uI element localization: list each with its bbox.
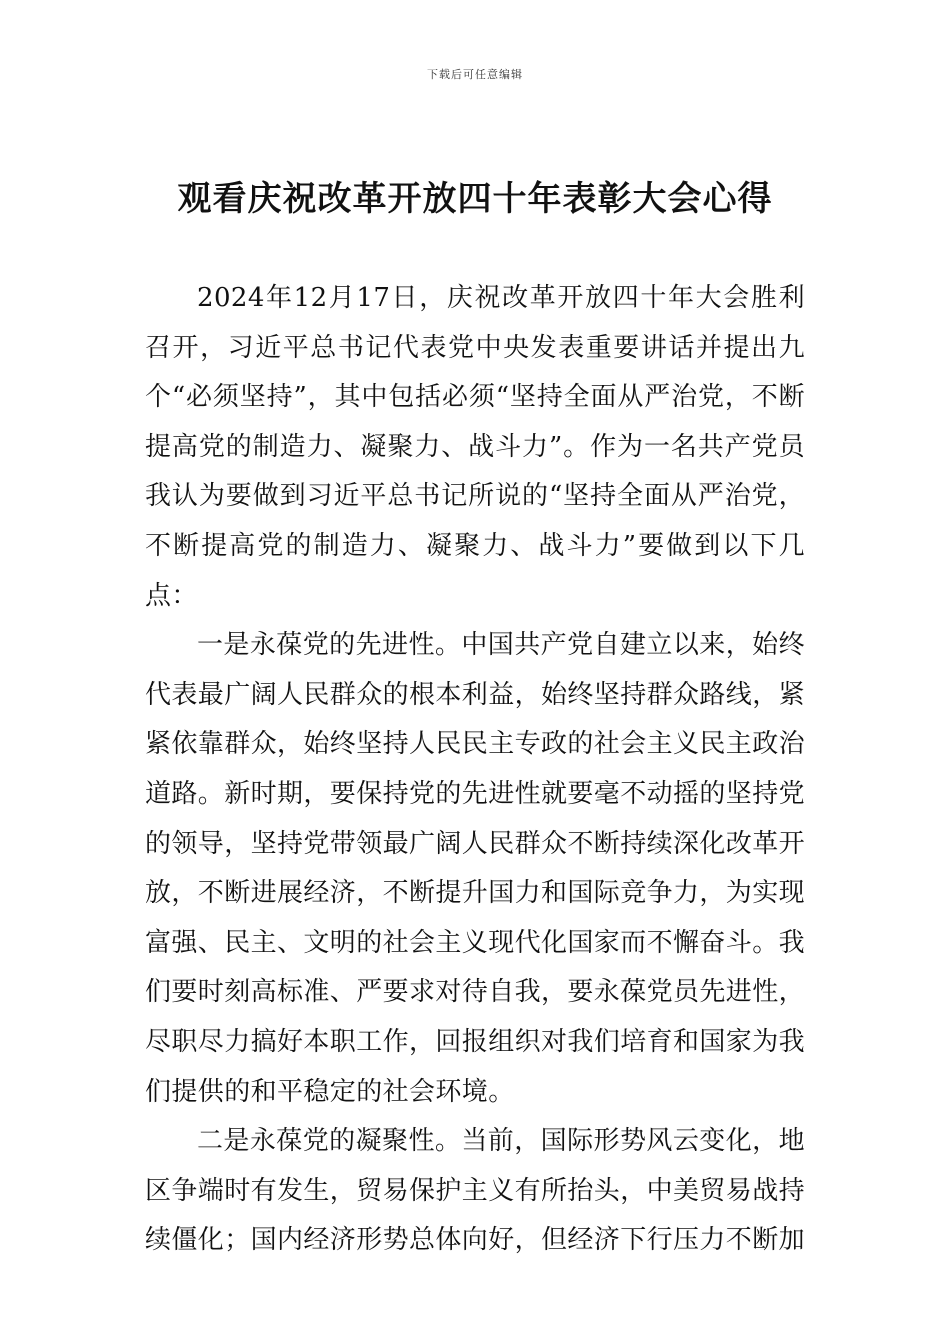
document-title: 观看庆祝改革开放四十年表彰大会心得 — [177, 179, 773, 219]
document-body — [145, 274, 805, 1266]
header-note: 下载后可任意编辑 — [427, 68, 523, 81]
paragraph-point-one: 一是永葆党的先进性。中国共产党自建立以来，始终代表最广阔人民群众的根本利益，始终坚持群众路线，紧紧依靠群众，始终坚持人民民主专政的社会主义民主政治道路。新时期，要保持党的先进性就要毫不动摇的坚持党的领导，坚持党带领最广阔人民群众不断持续深化改革开放，不断进展经济，不断提升国力和国际竞争力，为实现富强、民主、文明的社会主义现代化国家而不懈奋斗。我们要时刻高标准、严要求对待自我，要永葆党员先进性，尽职尽力搞好本职工作，回报组织对我们培育和国家为我们提供的和平稳定的社会环境。 — [145, 630, 806, 1107]
paragraph-point-two: 二是永葆党的凝聚性。当前，国际形势风云变化，地区争端时有发生，贸易保护主义有所抬头，中美贸易战持续僵化；国内经济形势总体向好，但经济下行压力不断加 — [145, 1126, 806, 1256]
paragraph-intro: 2024年12月17日，庆祝改革开放四十年大会胜利召开，习近平总书记代表党中央发表重要讲话并提出九个“必须坚持”，其中包括必须“坚持全面从严治党，不断提高党的制造力、凝聚力、战斗力”。作为一名共产党员我认为要做到习近平总书记所说的“坚持全面从严治党，不断提高党的制造力、凝聚力、战斗力”要做到以下几点： — [145, 283, 805, 611]
